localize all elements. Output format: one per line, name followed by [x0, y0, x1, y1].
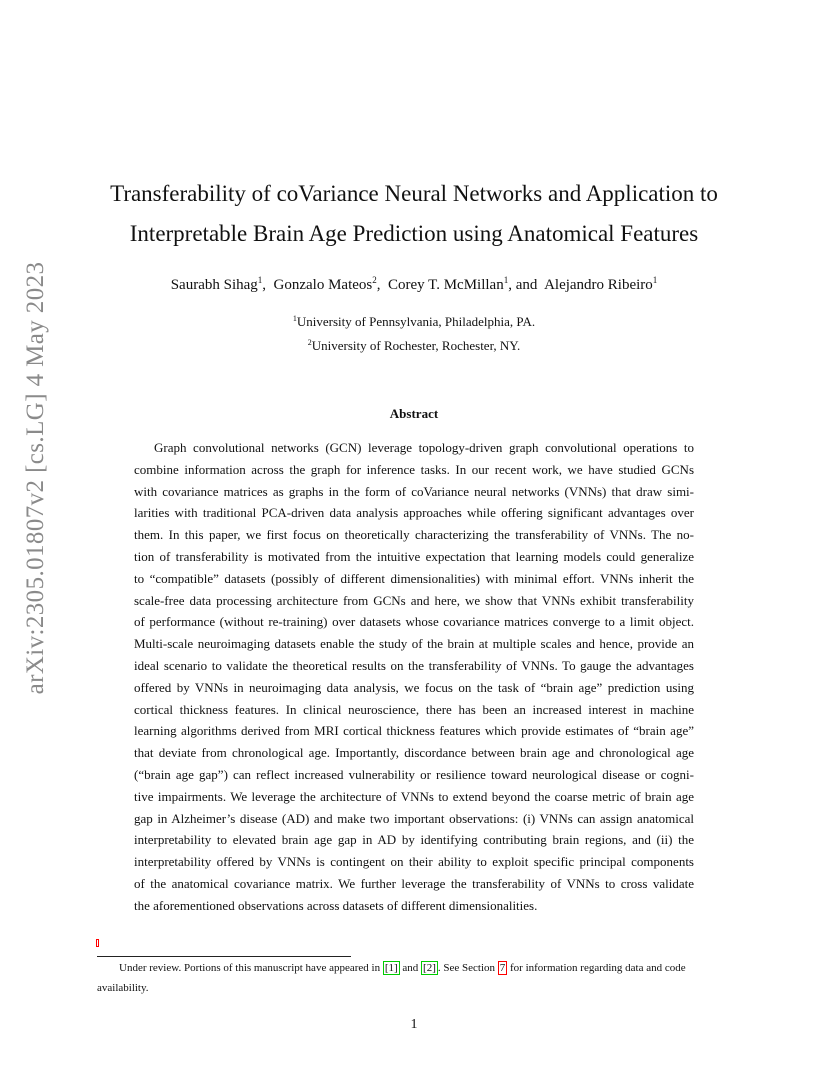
- abstract-line: interpretability offered by VNNs is contingent on their ability to exploit specific principal components: [134, 854, 694, 870]
- abstract-body: [134, 437, 694, 917]
- abstract-line: interpretability to elevated brain age gap in AD by identifying contributing brain regions, and (ii) the: [134, 832, 694, 848]
- abstract-line: larities with traditional PCA-driven data analysis approaches while offering significant advantages over: [134, 505, 694, 521]
- affiliation-list: [90, 308, 738, 356]
- footnote: [97, 958, 733, 998]
- section-ref-link[interactable]: 7: [499, 962, 506, 974]
- affiliation-text: University of Pennsylvania, Philadelphia, PA.: [296, 314, 536, 329]
- page-number: 1: [410, 1017, 418, 1032]
- paper-title: [90, 174, 738, 254]
- abstract-line: combine information across the graph for inference tasks. In our recent work, we have studied GCNs: [134, 461, 694, 477]
- abstract-line: of performance (without re-training) over datasets whose covariance matrices converge to a limit object.: [134, 614, 694, 630]
- author-name: Corey T. McMillan: [388, 277, 504, 293]
- footnote-line: [97, 958, 733, 978]
- affiliation-mark: 2: [307, 338, 312, 347]
- footnote-text: Under review. Portions of this manuscript have appeared in: [119, 962, 383, 974]
- affiliation-mark: 1: [292, 314, 297, 323]
- author-joiner: and: [515, 277, 538, 293]
- author-name: Gonzalo Mateos: [273, 277, 373, 293]
- abstract-line: ideal scenario to validate the theoretical results on the transferability of VNNs. To gauge the advantages: [134, 657, 694, 673]
- abstract-line: scale-free data processing architecture from GCNs and here, we show that VNNs exhibit transferability: [134, 592, 694, 608]
- author-name: Alejandro Ribeiro: [544, 277, 653, 293]
- abstract-line: (“brain age gap”) can reflect increased vulnerability or resilience toward neurological disease or cogni-: [134, 766, 694, 782]
- abstract-line: tive impairments. We leverage the architecture of VNNs to extend beyond the coarse metric of brain age: [134, 788, 694, 804]
- affiliation-item: [90, 332, 738, 356]
- footnote-text: and: [399, 962, 422, 974]
- affiliation-text: University of Rochester, Rochester, NY.: [311, 338, 521, 353]
- arxiv-identifier-text: arXiv:2305.01807v2 [cs.LG] 4 May 2023: [22, 261, 49, 695]
- footnote-divider: [97, 956, 351, 957]
- abstract-heading: Abstract: [389, 406, 439, 421]
- abstract-line: with covariance matrices as graphs in the form of coVariance neural networks (VNNs) that draw simi-: [134, 483, 694, 499]
- author-affiliation-mark: 2: [372, 275, 377, 285]
- author-name: Saurabh Sihag: [170, 277, 258, 293]
- abstract-line: cortical thickness features. In clinical neuroscience, there has been an increased interest in machine: [134, 701, 694, 717]
- author-list: Saurabh Sihag$^1$, Gonzalo Mateos$^2$, Corey T. McMillan$^1$, and Alejandro Ribeiro$^1$: [170, 275, 658, 293]
- affiliation-item: [90, 308, 738, 332]
- abstract-line: to “compatible” datasets (possibly of different dimensionalities) with minimal effort. VNNs inherit the: [134, 570, 694, 586]
- abstract-line: Graph convolutional networks (GCN) leverage topology-driven graph convolutional operations to: [154, 440, 694, 455]
- footnote-line: availability.: [97, 982, 149, 994]
- paper-title-line: Transferability of coVariance Neural Networks and Application to: [110, 181, 718, 206]
- footnote-text: for information regarding data and code: [507, 962, 686, 974]
- abstract-line: of the anatomical covariance matrix. We further leverage the transferability of VNNs to cross validate: [134, 875, 694, 891]
- author-affiliation-mark: 1: [503, 275, 509, 285]
- abstract-line: tion of transferability is motivated from the intuitive expectation that learning models could generalize: [134, 548, 694, 564]
- abstract-line: them. In this paper, we first focus on theoretically characterizing the transferability of VNNs. The no-: [134, 527, 694, 543]
- abstract-line: that deviate from chronological age. Importantly, discordance between brain age and chronological age: [134, 745, 694, 761]
- abstract-line: learning algorithms derived from MRI cortical thickness features which provide estimates of “brain age”: [134, 723, 694, 739]
- abstract-line: Multi-scale neuroimaging datasets enable the study of the brain at multiple scales and hence, provide an: [134, 636, 694, 652]
- citation-link-1[interactable]: [1]: [384, 962, 398, 974]
- author-affiliation-mark: 1: [652, 275, 658, 285]
- abstract-line: offered by VNNs in neuroimaging data analysis, we focus on the task of “brain age” prediction using: [134, 679, 694, 695]
- abstract-line: gap in Alzheimer’s disease (AD) and make two important observations: (i) VNNs can assign anatomical: [134, 810, 694, 826]
- abstract-line: the aforementioned observations across datasets of different dimensionalities.: [134, 897, 538, 913]
- paper-title-line: Interpretable Brain Age Prediction using Anatomical Features: [129, 221, 699, 246]
- citation-link-2[interactable]: [2]: [423, 962, 436, 974]
- author-affiliation-mark: 1: [257, 275, 263, 285]
- footnote-anchor-link[interactable]: [96, 939, 99, 947]
- footnote-text: . See Section: [437, 962, 498, 974]
